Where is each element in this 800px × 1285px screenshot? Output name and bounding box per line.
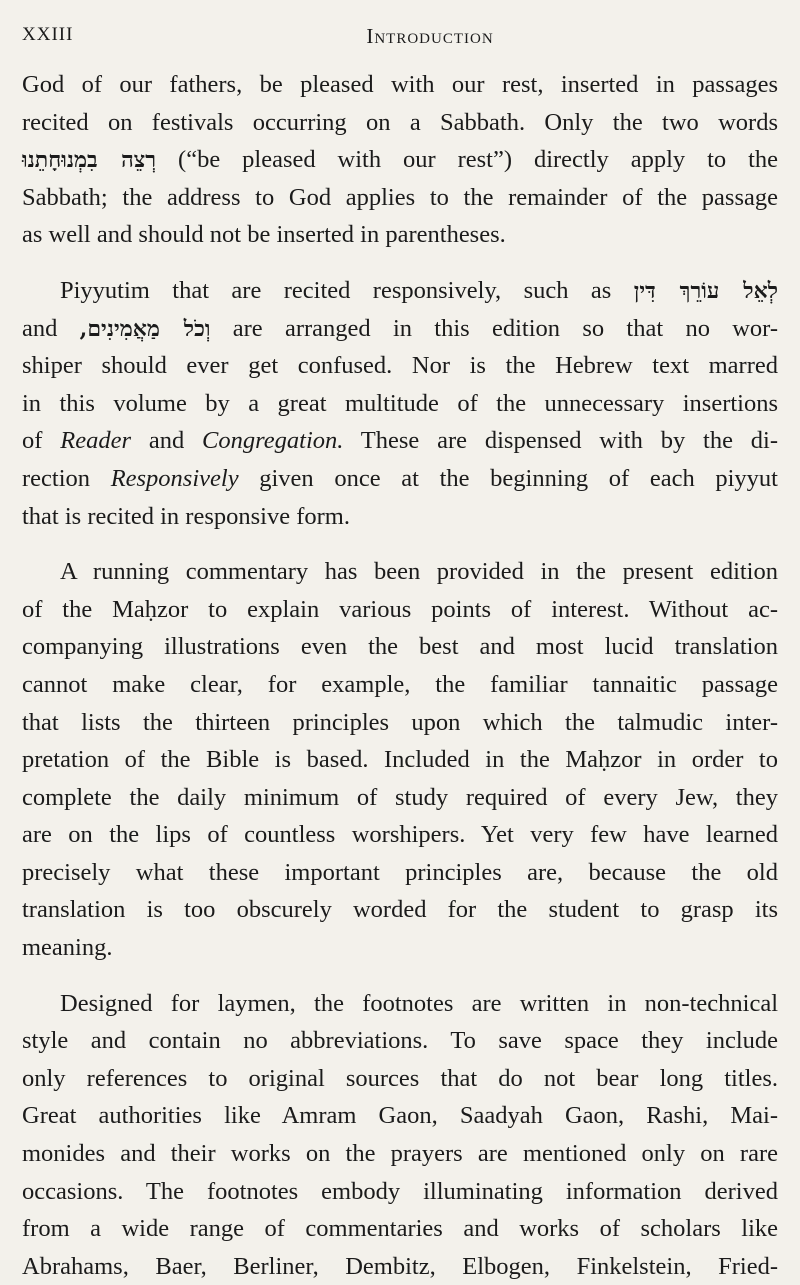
italic-term: Responsively <box>110 464 239 492</box>
paragraph <box>22 553 778 967</box>
paragraph <box>22 272 778 535</box>
text-line <box>22 385 778 423</box>
text-segment: Great authorities like Amram Gaon, Saadyah Gaon, Rashi, Mai- <box>22 1102 778 1130</box>
text-line <box>22 816 778 854</box>
text-segment: and <box>131 427 203 455</box>
text-line <box>22 741 778 779</box>
text-line <box>22 422 778 460</box>
hebrew-phrase: לְאֵל עוֹרֵךְ דִּין <box>633 277 778 304</box>
text-line <box>22 310 778 348</box>
running-head <box>22 24 778 54</box>
text-line <box>22 1135 778 1173</box>
text-segment: rection <box>22 464 111 492</box>
text-line <box>22 347 778 385</box>
text-line <box>22 460 778 498</box>
page-number: XXIII <box>22 24 74 45</box>
hebrew-phrase: וְכֹל מַאֲמִינִים, <box>79 315 211 342</box>
text-segment: only references to original sources that do not bear long titles. <box>22 1064 778 1092</box>
paragraph-gap <box>22 254 778 272</box>
text-line <box>22 1210 778 1248</box>
text-line <box>22 666 778 704</box>
text-line <box>22 1248 778 1285</box>
text-segment: and <box>22 314 80 342</box>
text-segment: (“be pleased with our rest”) directly apply to the <box>156 146 778 174</box>
text-line <box>22 985 778 1023</box>
text-line <box>22 891 778 929</box>
text-line <box>22 216 778 254</box>
running-head-title: Introduction <box>366 24 494 48</box>
text-segment: cannot make clear, for example, the familiar tannaitic passage <box>22 670 778 698</box>
text-segment: in this volume by a great multitude of the unnecessary insertions <box>22 389 778 417</box>
text-segment: recited on festivals occurring on a Sabbath. Only the two words <box>22 108 778 136</box>
text-segment: of the Maḥzor to explain various points of interest. Without ac- <box>22 595 778 623</box>
text-line <box>22 1060 778 1098</box>
text-line <box>22 179 778 217</box>
paragraph-gap <box>22 967 778 985</box>
italic-term: Reader <box>60 427 131 455</box>
text-line <box>22 628 778 666</box>
text-segment: Piyyutim that are recited responsively, such as <box>60 276 634 304</box>
text-segment: monides and their works on the prayers are mentioned only on rare <box>22 1140 778 1168</box>
text-line <box>22 66 778 104</box>
text-line <box>22 1097 778 1135</box>
text-line <box>22 854 778 892</box>
text-line <box>22 591 778 629</box>
text-line <box>22 141 778 179</box>
text-segment: style and contain no abbreviations. To save space they include <box>22 1027 778 1055</box>
text-line <box>22 779 778 817</box>
text-segment: as well and should not be inserted in parentheses. <box>22 221 506 249</box>
text-line <box>22 104 778 142</box>
text-line <box>22 1173 778 1211</box>
text-segment: given once at the beginning of each piyyut <box>238 464 778 492</box>
text-segment: shiper should ever get confused. Nor is the Hebrew text marred <box>22 352 778 380</box>
text-line <box>22 929 778 967</box>
text-segment: occasions. The footnotes embody illuminating information derived <box>22 1177 778 1205</box>
text-segment: of <box>22 427 61 455</box>
paragraph <box>22 985 778 1285</box>
hebrew-phrase: רְצֵה בִמְנוּחָתֵנוּ <box>22 147 157 174</box>
text-segment: God of our fathers, be pleased with our rest, inserted in passages <box>22 71 778 98</box>
text-segment: precisely what these important principles are, because the old <box>22 858 778 886</box>
italic-term: Congregation. <box>202 427 344 455</box>
text-segment: translation is too obscurely worded for the student to grasp its <box>22 896 778 924</box>
text-segment: that lists the thirteen principles upon which the talmudic inter- <box>22 708 778 736</box>
text-line <box>22 704 778 742</box>
text-segment: are on the lips of countless worshipers. Yet very few have learned <box>22 821 778 849</box>
text-line <box>22 553 778 591</box>
text-segment: These are dispensed with by the di- <box>343 427 779 455</box>
text-segment: complete the daily minimum of study required of every Jew, they <box>22 783 778 811</box>
text-segment: pretation of the Bible is based. Included in the Maḥzor in order to <box>22 746 778 774</box>
paragraph <box>22 66 778 254</box>
text-segment: that is recited in responsive form. <box>22 502 350 530</box>
text-segment: from a wide range of commentaries and works of scholars like <box>22 1215 778 1243</box>
text-line <box>22 498 778 536</box>
text-segment: are arranged in this edition so that no wor- <box>210 314 779 342</box>
text-segment: companying illustrations even the best and most lucid translation <box>22 633 778 661</box>
text-segment: Sabbath; the address to God applies to the remainder of the passage <box>22 183 778 211</box>
text-line <box>22 1022 778 1060</box>
text-segment: meaning. <box>22 934 113 962</box>
text-segment: Designed for laymen, the footnotes are written in non-technical <box>60 989 778 1017</box>
text-line <box>22 272 778 310</box>
body-text <box>22 66 778 1285</box>
text-segment: Abrahams, Baer, Berliner, Dembitz, Elbogen, Finkelstein, Fried- <box>22 1252 778 1280</box>
text-segment: A running commentary has been provided in the present edition <box>60 558 778 586</box>
paragraph-gap <box>22 535 778 553</box>
